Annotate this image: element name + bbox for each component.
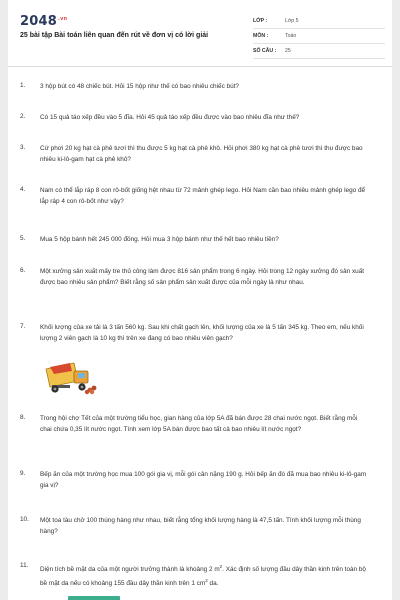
site-logo[interactable] xyxy=(20,14,67,29)
question-number: 11. xyxy=(20,562,29,569)
question-number: 6. xyxy=(20,267,26,274)
question-number: 2. xyxy=(20,113,26,120)
question-text: Trong hội chợ Tết của một trường tiểu học, gian hàng của lớp 5A đã bán được 28 chai nước ngọt. Biết rằng mỗi chai chứa 0,35 lít nước ngọt. Tính xem lớp 5A bán được bao tất cả bao nhiêu lít nước ngọt? xyxy=(40,415,358,433)
meta-label: LỚP : xyxy=(253,18,268,24)
meta-value: 25 xyxy=(285,48,291,54)
question-text: Mua 5 hộp bánh hết 245 000 đồng. Hỏi mua 3 hộp bánh như thế hết bao nhiêu tiền? xyxy=(40,236,279,243)
question-text-part: . Xác định số lượng đầu dây thần kinh trên toàn bộ bề mặt da nếu có khoảng 155 đầu dây thần kinh trên 1 cm xyxy=(40,566,366,587)
superscript: 2 xyxy=(205,577,208,583)
question-text-part: da. xyxy=(207,579,219,587)
meta-value: Lớp 5 xyxy=(285,18,299,24)
meta-question-count xyxy=(253,44,385,59)
question-text xyxy=(40,562,370,589)
answer-button[interactable] xyxy=(68,596,120,600)
question-number: 7. xyxy=(20,323,26,330)
question-number: 10. xyxy=(20,516,29,523)
worksheet-page xyxy=(8,0,392,600)
question-number: 9. xyxy=(20,470,26,477)
question-text: Cứ phơi 20 kg hạt cà phê tươi thì thu được 5 kg hạt cà phê khô. Hỏi phơi 380 kg hạt cà phê tươi thì thu được bao nhiêu ki-lô-gam hạt cà phê khô? xyxy=(40,145,363,163)
question-number: 1. xyxy=(20,82,26,89)
question-number: 4. xyxy=(20,186,26,193)
worksheet-meta xyxy=(253,14,385,59)
question-number: 5. xyxy=(20,235,26,242)
question-text: 3 hộp bút có 48 chiếc bút. Hỏi 15 hộp như thế có bao nhiêu chiếc bút? xyxy=(40,83,239,90)
logo-suffix: .vn xyxy=(57,15,68,22)
question-number: 3. xyxy=(20,144,26,151)
meta-label: SỐ CÂU : xyxy=(253,48,277,54)
question-number: 8. xyxy=(20,414,26,421)
question-text: Một xưởng sản xuất mấy tre thủ công làm được 816 sản phẩm trong 6 ngày. Hỏi trong 12 ngày xưởng đó sản xuất được bao nhiêu sản phẩm? Biết rằng số sản phẩm sản xuất được của mỗi ngày là như nhau. xyxy=(40,268,365,286)
meta-grade xyxy=(253,14,385,29)
superscript: 2 xyxy=(219,564,223,569)
meta-value: Toán xyxy=(285,33,297,39)
question-text: Nam có thể lắp ráp 8 con rô-bốt giống hệt nhau từ 72 mảnh ghép lego. Hỏi Nam cần bao nhiêu mảnh ghép lego để lắp ráp 4 con rô-bốt như vậy? xyxy=(40,187,366,205)
worksheet-title: 25 bài tập Bài toán liên quan đến rút về đơn vị có lời giải xyxy=(20,32,209,39)
question-text-part: Diện tích bề mặt da của một người trưởng thành là khoảng 2 m xyxy=(40,566,220,574)
question-text: Khối lượng của xe tải là 3 tấn 560 kg. Sau khi chất gạch lên, khối lượng của xe là 5 tấn 345 kg. Theo em, nếu khối lượng 2 viên gạch là 10 kg thì trên xe đang có bao nhiêu viên gạch? xyxy=(40,324,364,342)
worksheet-header xyxy=(8,0,392,67)
question-text: Có 15 quả táo xếp đều vào 5 đĩa. Hỏi 45 quả táo xếp đều được vào bao nhiêu đĩa như thế? xyxy=(40,114,300,121)
brick-truck-illustration xyxy=(40,359,98,395)
meta-label: MÔN : xyxy=(253,33,269,39)
meta-subject xyxy=(253,29,385,44)
question-text: Bếp ăn của một trường học mua 100 gói gia vị, mỗi gói cân nặng 190 g. Hỏi bếp ăn đó đã mua bao nhiêu ki-lô-gam gia vị? xyxy=(40,471,367,489)
logo-text: 2048 xyxy=(20,14,57,29)
question-text: Một toa tàu chở 100 thùng hàng như nhau, biết rằng tổng khối lượng hàng là 47,5 tấn. Tính khối lượng mỗi thùng hàng? xyxy=(40,517,361,535)
